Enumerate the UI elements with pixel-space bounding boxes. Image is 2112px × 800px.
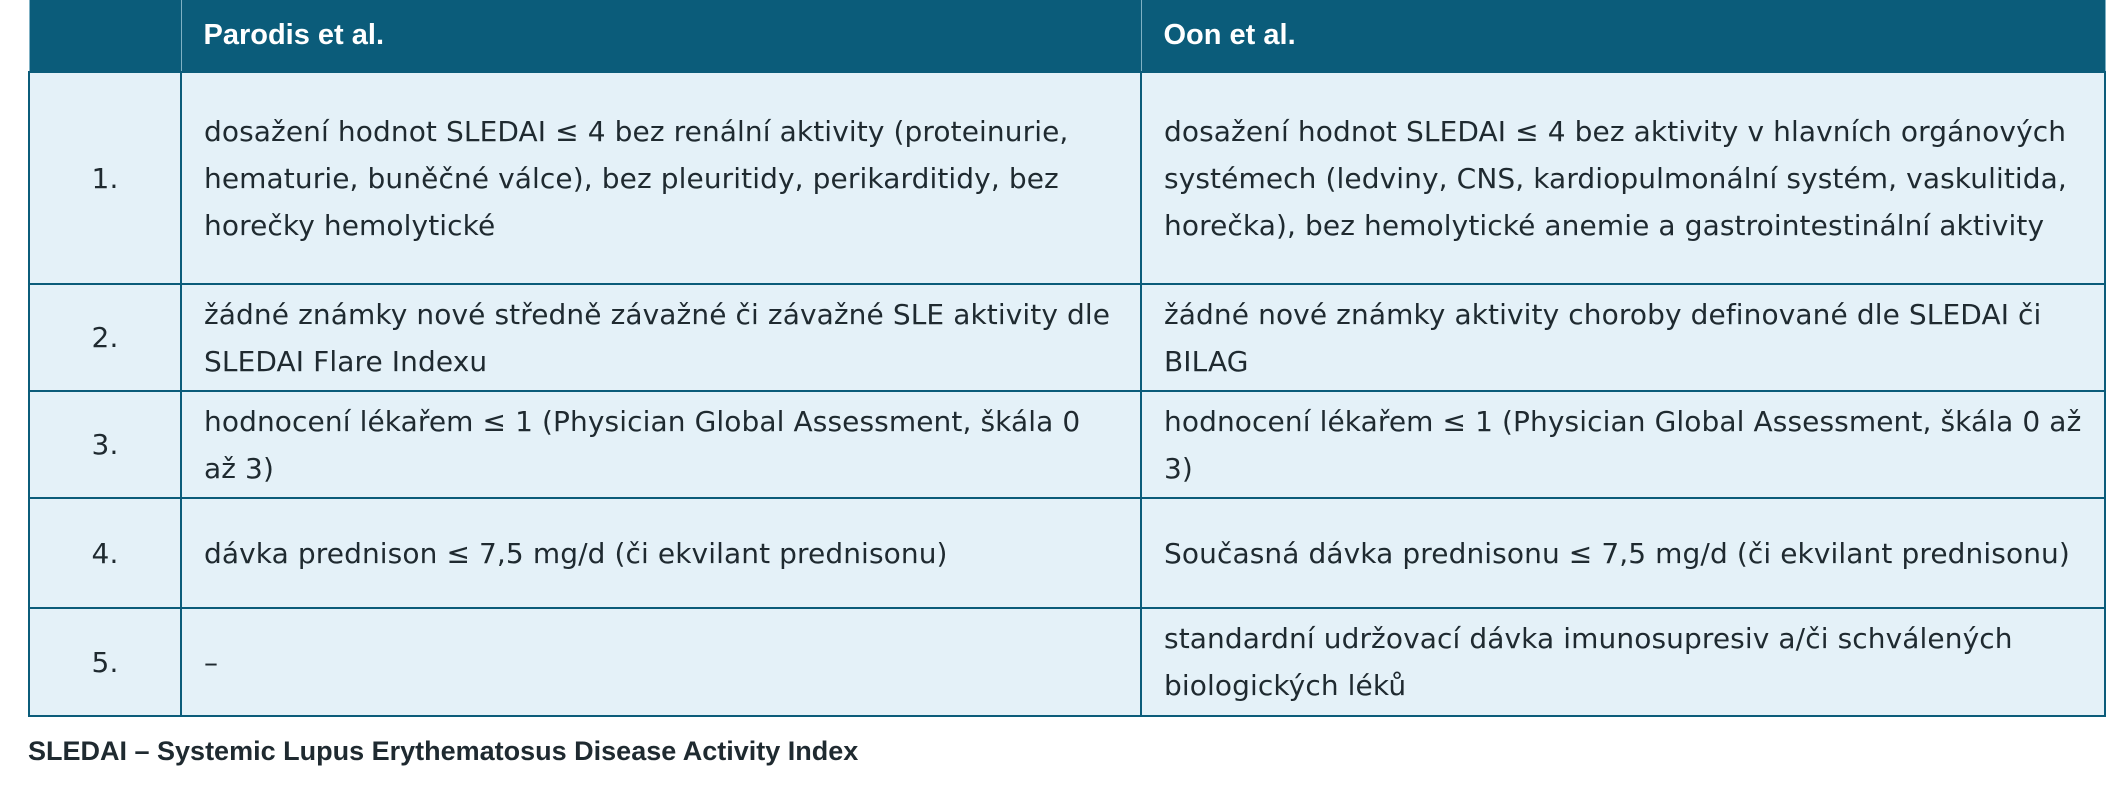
table-row xyxy=(29,391,2105,498)
row-number: 2. xyxy=(29,284,181,391)
table-row xyxy=(29,608,2105,716)
header-oon: Oon et al. xyxy=(1141,0,2105,72)
oon-criterion: dosažení hodnot SLEDAI ≤ 4 bez aktivity v hlavních orgánových systémech (ledviny, CNS, kardiopulmonální systém, vaskulitida, horečka), bez hemolytické anemie a gastrointestinální aktivity xyxy=(1141,72,2105,284)
oon-criterion: Současná dávka prednisonu ≤ 7,5 mg/d (či ekvilant prednisonu) xyxy=(1141,498,2105,608)
row-number: 3. xyxy=(29,391,181,498)
table-header xyxy=(29,0,2105,72)
parodis-criterion: žádné známky nové středně závažné či závažné SLE aktivity dle SLEDAI Flare Indexu xyxy=(181,284,1141,391)
table-row xyxy=(29,72,2105,284)
parodis-criterion: dosažení hodnot SLEDAI ≤ 4 bez renální aktivity (proteinurie, hematurie, buněčné válce), bez pleuritidy, perikarditidy, bez horečky hemolytické xyxy=(181,72,1141,284)
parodis-criterion: hodnocení lékařem ≤ 1 (Physician Global Assessment, škála 0 až 3) xyxy=(181,391,1141,498)
header-number-column xyxy=(29,0,181,72)
parodis-criterion: dávka prednison ≤ 7,5 mg/d (či ekvilant prednisonu) xyxy=(181,498,1141,608)
table-row xyxy=(29,284,2105,391)
row-number: 4. xyxy=(29,498,181,608)
oon-criterion: standardní udržovací dávka imunosupresiv a/či schválených biologických léků xyxy=(1141,608,2105,716)
row-number: 1. xyxy=(29,72,181,284)
table-row xyxy=(29,498,2105,608)
table-body xyxy=(29,72,2105,716)
parodis-criterion: – xyxy=(181,608,1141,716)
header-parodis: Parodis et al. xyxy=(181,0,1141,72)
table-footnote: SLEDAI – Systemic Lupus Erythematosus Disease Activity Index xyxy=(28,736,859,766)
row-number: 5. xyxy=(29,608,181,716)
oon-criterion: žádné nové známky aktivity choroby definované dle SLEDAI či BILAG xyxy=(1141,284,2105,391)
oon-criterion: hodnocení lékařem ≤ 1 (Physician Global Assessment, škála 0 až 3) xyxy=(1141,391,2105,498)
criteria-comparison-table xyxy=(28,0,2106,717)
header-row xyxy=(29,0,2105,72)
criteria-table-wrapper xyxy=(28,0,2104,717)
